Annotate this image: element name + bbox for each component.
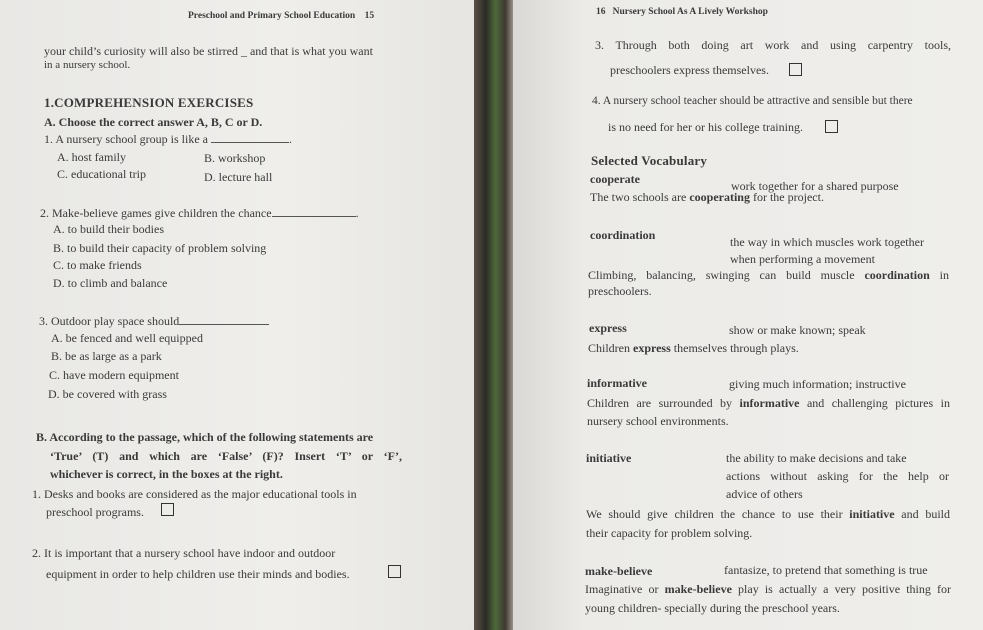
vocab-term-initiative: initiative <box>586 451 632 465</box>
vocab-def-make-believe: fantasize, to pretend that something is true <box>724 563 928 577</box>
vocab-term-coordination: coordination <box>590 228 656 242</box>
q3-option-c: C. have modern equipment <box>49 368 179 382</box>
vocab-example-initiative-line2: their capacity for problem solving. <box>586 526 753 540</box>
vocab-example-cooperate: The two schools are cooperating for the project. <box>590 190 824 204</box>
part-a-instruction: A. Choose the correct answer A, B, C or D. <box>44 115 263 129</box>
book-gutter <box>474 0 513 630</box>
left-page <box>0 0 474 630</box>
q1-option-d: D. lecture hall <box>204 170 273 184</box>
answer-box-4[interactable] <box>825 120 838 133</box>
q2-option-d: D. to climb and balance <box>53 276 168 290</box>
part-b-instruction-line2: ‘True’ (T) and which are ‘False’ (F)? Insert ‘T’ or ‘F’, <box>50 449 402 463</box>
question-2-stem: 2. Make-believe games give children the chance . <box>40 206 359 220</box>
vocab-term-make-believe: make-believe <box>585 564 653 578</box>
vocab-example-coordination-line2: preschoolers. <box>588 284 652 298</box>
vocab-def-informative: giving much information; instructive <box>729 377 906 391</box>
statement-1-line2: preschool programs. <box>46 505 144 519</box>
q3-option-b: B. be as large as a park <box>51 349 162 363</box>
question-1-stem: 1. A nursery school group is like a . <box>44 132 292 146</box>
page-number-left: 15 <box>364 11 375 21</box>
answer-blank[interactable] <box>179 324 269 325</box>
intro-text-line2: in a nursery school. <box>44 59 131 71</box>
vocab-example-express: Children express themselves through plays. <box>588 341 799 355</box>
statement-4-line1: 4. A nursery school teacher should be attractive and sensible but there <box>592 95 913 107</box>
q2-option-b: B. to build their capacity of problem solving <box>53 241 267 255</box>
statement-1-line1: 1. Desks and books are considered as the major educational tools in <box>32 487 357 501</box>
vocab-example-informative-line1: Children are surrounded by informative and challenging pictures in <box>587 396 950 410</box>
vocab-example-informative-line2: nursery school environments. <box>587 414 729 428</box>
vocab-example-initiative-line1: We should give children the chance to use their initiative and build <box>586 507 950 521</box>
statement-4-line2: is no need for her or his college training. <box>608 120 803 134</box>
statement-2-line1: 2. It is important that a nursery school have indoor and outdoor <box>32 546 336 560</box>
section-title: 1.COMPREHENSION EXERCISES <box>44 95 254 110</box>
vocab-example-make-believe-line1: Imaginative or make-believe play is actually a very positive thing for <box>585 582 951 596</box>
page-number-right: 16 <box>596 7 606 17</box>
q1-option-a: A. host family <box>57 150 126 164</box>
vocab-def-initiative-line2: actions without asking for the help or <box>726 469 949 483</box>
part-b-instruction-line1: B. According to the passage, which of the following statements are <box>36 430 374 444</box>
statement-3-line1: 3. Through both doing art work and using carpentry tools, <box>595 38 951 52</box>
right-page <box>513 0 983 630</box>
part-b-instruction-line3: whichever is correct, in the boxes at the right. <box>50 467 283 481</box>
vocab-example-make-believe-line2: young children- specially during the preschool years. <box>585 601 840 615</box>
vocab-term-informative: informative <box>587 376 647 390</box>
intro-text-line1: your child’s curiosity will also be stirred _ and that is what you want <box>44 44 373 58</box>
vocabulary-title: Selected Vocabulary <box>591 153 708 168</box>
q3-option-d: D. be covered with grass <box>48 387 167 401</box>
answer-box-2[interactable] <box>388 565 401 578</box>
vocab-def-cooperate: work together for a shared purpose <box>731 179 899 193</box>
running-head-right: 16 Nursery School As A Lively Workshop <box>596 7 768 17</box>
vocab-term-express: express <box>589 321 627 335</box>
question-3-stem: 3. Outdoor play space should <box>39 314 269 328</box>
vocab-def-coordination-line2: when performing a movement <box>730 252 875 266</box>
vocab-term-cooperate: cooperate <box>590 172 640 186</box>
q1-option-b: B. workshop <box>204 151 266 165</box>
vocab-example-coordination-line1: Climbing, balancing, swinging can build muscle coordination in <box>588 268 949 282</box>
answer-blank[interactable] <box>211 142 289 143</box>
vocab-def-initiative-line1: the ability to make decisions and take <box>726 451 907 465</box>
vocab-def-initiative-line3: advice of others <box>726 487 803 501</box>
q2-option-c: C. to make friends <box>53 258 142 272</box>
answer-box-3[interactable] <box>789 63 802 76</box>
vocab-def-express: show or make known; speak <box>729 323 866 337</box>
q2-option-a: A. to build their bodies <box>53 222 164 236</box>
q3-option-a: A. be fenced and well equipped <box>51 331 203 345</box>
running-head-left: Preschool and Primary School Education 15 <box>188 11 375 21</box>
statement-3-line2: preschoolers express themselves. <box>610 63 769 77</box>
q1-option-c: C. educational trip <box>57 167 146 181</box>
answer-box-1[interactable] <box>161 503 174 516</box>
statement-2-line2: equipment in order to help children use their minds and bodies. <box>46 567 350 581</box>
vocab-def-coordination-line1: the way in which muscles work together <box>730 235 924 249</box>
answer-blank[interactable] <box>272 216 356 217</box>
